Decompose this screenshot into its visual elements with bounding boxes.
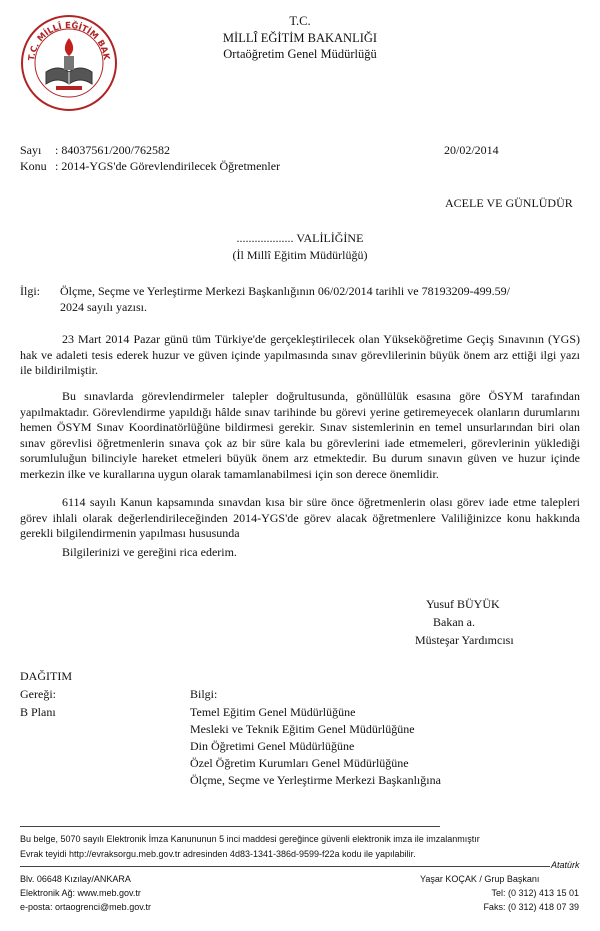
distribution-bilgi-label: Bilgi: [190,687,218,701]
email-line[interactable]: e-posta: ortaogrenci@meb.gov.tr [20,902,152,912]
ilgi-line1: Ölçme, Seçme ve Yerleştirme Merkezi Başkanlığının 06/02/2014 tarihli ve 78193209-499.59/ [60,284,510,298]
konu-label: Konu [20,159,47,173]
contact-name: Yaşar KOÇAK / Grup Başkanı [420,874,540,884]
bilgi-item: Ölçme, Seçme ve Yerleştirme Merkezi Başkanlığına [190,773,441,787]
distribution-gereği-item: B Planı [20,705,56,719]
header-ministry: MİLLÎ EĞİTİM BAKANLIĞI [222,31,378,45]
signatory-name: Yusuf BÜYÜK [426,597,500,611]
addressee-line1: ................... VALİLİĞİNE [236,231,364,245]
ilgi-label: İlgi: [20,284,40,298]
fax-line: Faks: (0 312) 418 07 39 [483,902,579,912]
bilgi-item: Mesleki ve Teknik Eğitim Genel Müdürlüğüne [190,722,415,736]
sayi-label: Sayı [20,143,42,157]
footer-rule [20,866,550,867]
signatory-title-2: Müsteşar Yardımcısı [415,633,514,647]
footer-top-rule [20,826,440,827]
konu-value: : 2014-YGS'de Görevlendirilecek Öğretmenler [55,159,281,173]
esign-notice: Bu belge, 5070 sayılı Elektronik İmza Kanununun 5 inci maddesi gereğince güvenli elektronik imza ile imzalanmıştır [20,834,480,844]
ilgi-line2: 2024 sayılı yazısı. [60,300,147,314]
address-line: Blv. 06648 Kızılay/ANKARA [20,874,131,884]
bilgi-item: Din Öğretimi Genel Müdürlüğüne [190,739,355,753]
network-line[interactable]: Elektronik Ağ: www.meb.gov.tr [20,888,141,898]
bilgi-item: Özel Öğretim Kurumları Genel Müdürlüğüne [190,756,409,770]
header-tc: T.C. [289,14,311,28]
tel-line: Tel: (0 312) 413 15 01 [491,888,579,898]
paragraph-1: 23 Mart 2014 Pazar günü tüm Türkiye'de gerçekleştirilecek olan Yükseköğretime Geçiş Sınavının (YGS) hak ve adaleti tesis ederek huzur ve güven içinde yapılmasında sınav görevlilerinin büyük önem arz ettiği ilgi yazı ile bildirilmiştir. [20,332,580,377]
distribution-gereği-label: Gereği: [20,687,56,701]
svg-text:T.C. MİLLÎ EĞİTİM BAKANLIĞI: T.C. MİLLÎ EĞİTİM BAK [27,20,111,62]
sayi-value: : 84037561/200/762582 [55,143,171,157]
bilgi-item: Temel Eğitim Genel Müdürlüğüne [190,705,356,719]
document-date: 20/02/2014 [444,143,499,157]
signatory-title-1: Bakan a. [433,615,475,629]
ataturk-text: Atatürk [551,860,580,870]
paragraph-3: 6114 sayılı Kanun kapsamında sınavdan kısa bir süre önce öğretmenlerin olası görev iade etme talepleri görev ihlali olarak değerlendirileceğinden 2014-YGS'de görev alacak öğretmenlere Valiliğinizce konu hakkında gerekli bilgilendirmenin yapılması hususunda [20,495,580,540]
urgency-note: ACELE VE GÜNLÜDÜR [445,196,573,210]
header-directorate: Ortaöğretim Genel Müdürlüğü [223,47,377,61]
distribution-heading: DAĞITIM [20,669,72,683]
verify-notice: Evrak teyidi http://evraksorgu.meb.gov.tr adresinden 4d83-1341-386d-9599-f22a kodu ile yapılabilir. [20,849,416,859]
paragraph-closing: Bilgilerinizi ve gereğini rica ederim. [62,545,237,559]
addressee-line2: (İl Millî Eğitim Müdürlüğü) [232,248,368,262]
paragraph-2: Bu sınavlarda görevlendirmeler talepler doğrultusunda, gönüllülük esasına göre ÖSYM tarafından yapılmaktadır. Görevlendirme yapıldığı hâlde sınav tarihinde bu görevi yerine getiremeyecek olanların durumlarını hemen ÖSYM Sınav Koordinatörlüğüne bildirmesi gerekir. Sınav sistemlerinin en temel unsurlarından biri olan sınav görevlisi öğretmenlerin sınava çok az bir süre kala bu görevlerini iade etmemeleri, görevlerinin yüklediği sorumluluğun bilinciyle hareket etmeleri büyük önem arz etmektedir. Bu durum sınavın güven ve huzur içinde merkezin ilke ve kurallarına uygun olarak tamamlanabilmesi için son derece önemlidir. [20,389,580,481]
